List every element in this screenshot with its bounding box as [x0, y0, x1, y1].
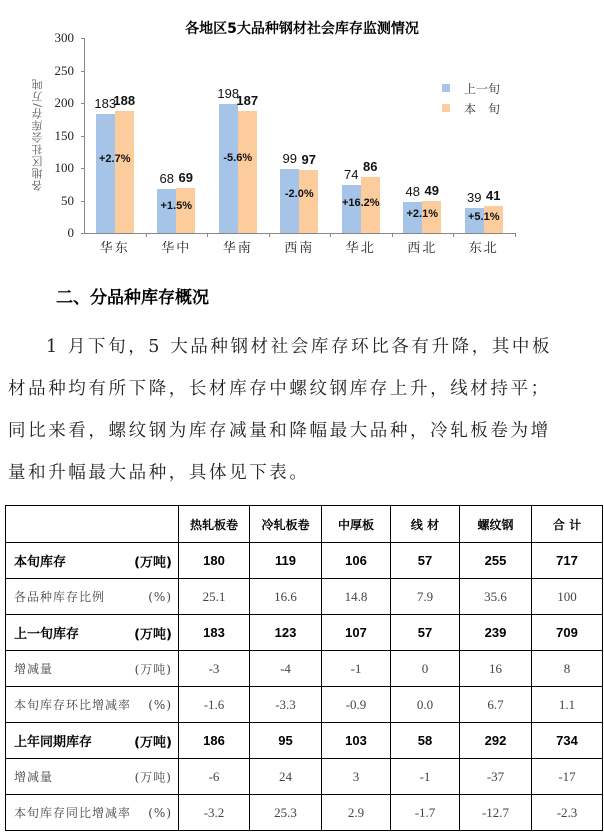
- table-cell: 106: [322, 543, 391, 579]
- table-header-row: [6, 506, 603, 543]
- pct-change-label: +1.5%: [160, 199, 192, 212]
- table-cell: 95: [250, 723, 322, 759]
- prev-value-label: 39: [467, 189, 482, 205]
- row-label-cell: [6, 687, 179, 723]
- table-cell: 25.3: [250, 795, 322, 831]
- column-header: 中厚板: [322, 506, 391, 543]
- legend-swatch-cur: [442, 104, 450, 112]
- table-row: [6, 759, 603, 795]
- column-header: 冷轧板卷: [250, 506, 322, 543]
- inventory-table: [5, 505, 603, 831]
- table-cell: 709: [532, 615, 603, 651]
- y-tick-label: 100: [54, 160, 74, 175]
- bar-prev-0: [96, 114, 115, 233]
- table-row: [6, 723, 603, 759]
- table-cell: -3.2: [179, 795, 250, 831]
- row-label: 各品种库存比例: [14, 590, 106, 604]
- table-row: [6, 579, 603, 615]
- table-cell: 6.7: [460, 687, 532, 723]
- table-cell: 25.1: [179, 579, 250, 615]
- x-category-label: 华中: [161, 241, 192, 256]
- table-cell: 107: [322, 615, 391, 651]
- y-tick-label: 200: [54, 95, 74, 110]
- cur-value-label: 86: [363, 159, 378, 175]
- table-cell: -12.7: [460, 795, 532, 831]
- table-cell: -17: [532, 759, 603, 795]
- legend-swatch-prev: [442, 84, 450, 92]
- bar-cur-0: [115, 111, 134, 233]
- chart-title: 各地区5大品种钢材社会库存监测情况: [185, 21, 419, 37]
- row-unit: (万吨): [134, 770, 172, 784]
- y-tick-label: 300: [54, 30, 74, 45]
- pct-change-label: -5.6%: [223, 151, 253, 164]
- cur-value-label: 69: [178, 170, 193, 186]
- pct-change-label: +2.1%: [406, 207, 438, 220]
- pct-change-label: +16.2%: [341, 197, 380, 210]
- y-tick-label: 250: [54, 62, 74, 78]
- row-label-cell: [6, 795, 179, 831]
- table-cell: -3.3: [250, 687, 322, 723]
- table-row: [6, 651, 603, 687]
- section-paragraph: 1 月下旬，5 大品种钢材社会库存环比各有升降，其中板材品种均有所下降，长材库存中螺纹钢库存上升，线材持平；同比来看，螺纹钢为库存减量和降幅最大品种，冷轧板卷为增量和升幅最大品种，具体见下表。: [8, 337, 553, 483]
- table-cell: 0.0: [391, 687, 460, 723]
- table-cell: -0.9: [322, 687, 391, 723]
- row-label: 上一旬库存: [14, 627, 80, 642]
- table-cell: 57: [391, 543, 460, 579]
- table-row: [6, 543, 603, 579]
- row-label-cell: [6, 759, 179, 795]
- table-row: [6, 687, 603, 723]
- row-label-cell: [6, 615, 179, 651]
- row-unit: (%): [148, 589, 172, 604]
- table-cell: 100: [532, 579, 603, 615]
- y-tick-label: 0: [67, 225, 74, 240]
- table-cell: 1.1: [532, 687, 603, 723]
- table-cell: 35.6: [460, 579, 532, 615]
- x-category-label: 东北: [468, 241, 499, 256]
- row-label-cell: [6, 651, 179, 687]
- row-unit: (万吨): [134, 662, 172, 676]
- pct-change-label: +5.1%: [468, 211, 500, 224]
- table-cell: 0: [391, 651, 460, 687]
- table-cell: -6: [179, 759, 250, 795]
- legend-label-prev: 上一旬: [464, 81, 501, 96]
- pct-change-label: -2.0%: [284, 187, 314, 200]
- legend-item-cur: [442, 98, 500, 118]
- table-row: [6, 615, 603, 651]
- column-header: 线 材: [391, 506, 460, 543]
- bar-cur-3: [299, 170, 318, 233]
- legend-item-prev: [442, 78, 500, 98]
- column-header: 热轧板卷: [179, 506, 250, 543]
- table-cell: -3: [179, 651, 250, 687]
- table-cell: -37: [460, 759, 532, 795]
- table-cell: 7.9: [391, 579, 460, 615]
- prev-value-label: 74: [344, 166, 359, 182]
- row-label-cell: [6, 579, 179, 615]
- row-label: 上年同期库存: [14, 735, 93, 750]
- column-header: 螺纹钢: [460, 506, 532, 543]
- row-label-cell: [6, 543, 179, 579]
- table-cell: -2.3: [532, 795, 603, 831]
- section-heading: 二、分品种库存概况: [56, 288, 209, 308]
- row-unit: (万吨): [134, 627, 172, 642]
- table-cell: 186: [179, 723, 250, 759]
- row-unit: (%): [148, 697, 172, 712]
- cur-value-label: 41: [486, 188, 501, 204]
- table-cell: 3: [322, 759, 391, 795]
- table-cell: 103: [322, 723, 391, 759]
- prev-value-label: 68: [159, 170, 174, 186]
- row-label: 增减量: [14, 770, 54, 784]
- x-category-label: 西北: [407, 241, 438, 256]
- table-corner-cell: [6, 506, 179, 543]
- pct-change-label: +2.7%: [99, 153, 131, 166]
- x-category-label: 华北: [345, 241, 376, 256]
- table-cell: -1: [391, 759, 460, 795]
- row-label: 本旬库存环比增减率: [14, 698, 132, 712]
- y-tick-label: 150: [54, 127, 74, 143]
- chart-y-axis: [84, 39, 85, 234]
- table-cell: 58: [391, 723, 460, 759]
- table-cell: 16: [460, 651, 532, 687]
- x-category-label: 华南: [222, 241, 253, 256]
- row-unit: (%): [148, 805, 172, 820]
- prev-value-label: 198: [217, 86, 240, 102]
- y-tick-label: 50: [61, 192, 74, 208]
- table-cell: 734: [532, 723, 603, 759]
- table-cell: 255: [460, 543, 532, 579]
- row-unit: (万吨): [134, 735, 172, 750]
- bar-cur-2: [238, 111, 257, 233]
- chart-y-axis-label: 各地区社会库存/万吨: [31, 78, 44, 192]
- table-cell: 24: [250, 759, 322, 795]
- row-label: 增减量: [14, 662, 54, 676]
- table-cell: 123: [250, 615, 322, 651]
- bar-prev-2: [219, 104, 238, 233]
- bar-prev-3: [280, 169, 299, 233]
- table-cell: -1.7: [391, 795, 460, 831]
- table-cell: 8: [532, 651, 603, 687]
- table-cell: 180: [179, 543, 250, 579]
- column-header: 合 计: [532, 506, 603, 543]
- table-cell: -4: [250, 651, 322, 687]
- table-cell: 239: [460, 615, 532, 651]
- chart-x-axis: [84, 233, 515, 234]
- regional-inventory-chart: [0, 0, 604, 262]
- table-cell: 183: [179, 615, 250, 651]
- table-cell: 14.8: [322, 579, 391, 615]
- table-cell: 16.6: [250, 579, 322, 615]
- x-category-label: 西南: [284, 241, 315, 256]
- table-cell: -1.6: [179, 687, 250, 723]
- table-row: [6, 795, 603, 831]
- row-label: 本旬库存: [14, 555, 67, 570]
- table-cell: 2.9: [322, 795, 391, 831]
- x-category-label: 华东: [99, 241, 130, 256]
- cur-value-label: 49: [424, 183, 439, 199]
- table-cell: 292: [460, 723, 532, 759]
- cur-value-label: 188: [113, 92, 136, 108]
- prev-value-label: 99: [282, 150, 297, 166]
- prev-value-label: 48: [405, 183, 420, 199]
- legend-label-cur: 本 旬: [464, 101, 501, 116]
- table-cell: 119: [250, 543, 322, 579]
- row-label-cell: [6, 723, 179, 759]
- table-cell: 57: [391, 615, 460, 651]
- prev-value-label: 183: [94, 96, 117, 112]
- cur-value-label: 97: [301, 151, 316, 167]
- cur-value-label: 187: [236, 93, 259, 109]
- chart-legend: [442, 78, 500, 118]
- row-unit: (万吨): [134, 555, 172, 570]
- x-tick-mark: [515, 233, 516, 237]
- table-cell: 717: [532, 543, 603, 579]
- table-cell: -1: [322, 651, 391, 687]
- row-label: 本旬库存同比增减率: [14, 806, 132, 820]
